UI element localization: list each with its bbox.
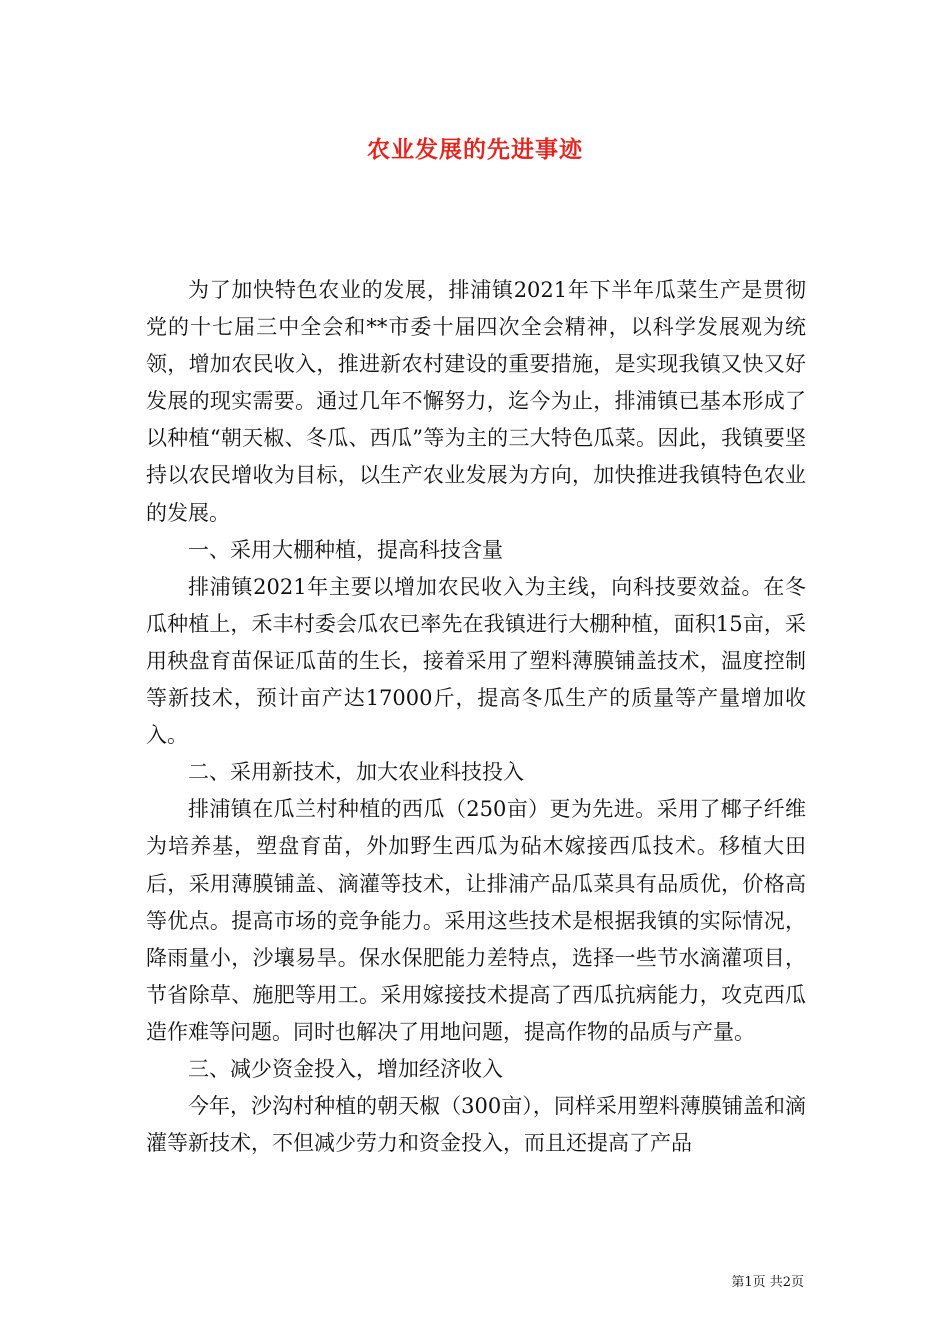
document-body (146, 272, 806, 1162)
section-heading-1: 一、采用大棚种植，提高科技含量 (188, 537, 503, 562)
section-heading-2: 二、采用新技术，加大农业科技投入 (188, 760, 524, 785)
paragraph-section-3: 今年，沙沟村种植的朝天椒（300亩），同样采用塑料薄膜铺盖和滴灌等新技术，不但减少劳力和资金投入，而且还提高了产品 (146, 1094, 806, 1156)
section-heading-3: 三、减少资金投入，增加经济收入 (188, 1056, 503, 1081)
paragraph-section-2: 排浦镇在瓜兰村种植的西瓜（250亩）更为先进。采用了椰子纤维为培养基，塑盘育苗，外加野生西瓜为砧木嫁接西瓜技术。移植大田后，采用薄膜铺盖、滴灌等技术，让排浦产品瓜菜具有品质优，价格高等优点。提高市场的竞争能力。采用这些技术是根据我镇的实际情况，降雨量小，沙壤易旱。保水保肥能力差特点，选择一些节水滴灌项目，节省除草、施肥等用工。采用嫁接技术提高了西瓜抗病能力，攻克西瓜造作难等问题。同时也解决了用地问题，提高作物的品质与产量。 (146, 797, 806, 1044)
paragraph-section-1: 排浦镇2021年主要以增加农民收入为主线，向科技要效益。在冬瓜种植上，禾丰村委会瓜农已率先在我镇进行大棚种植，面积15亩，采用秧盘育苗保证瓜苗的生长，接着采用了塑料薄膜铺盖技术，温度控制等新技术，预计亩产达17000斤，提高冬瓜生产的质量等产量增加收入。 (146, 574, 806, 748)
paragraph-intro: 为了加快特色农业的发展，排浦镇2021年下半年瓜菜生产是贯彻党的十七届三中全会和**市委十届四次全会精神，以科学发展观为统领，增加农民收入，推进新农村建设的重要措施，是实现我镇又快又好发展的现实需要。通过几年不懈努力，迄今为止，排浦镇已基本形成了以种植“朝天椒、冬瓜、西瓜”等为主的三大特色瓜菜。因此，我镇要坚持以农民增收为目标，以生产农业发展为方向，加快推进我镇特色农业的发展。 (146, 278, 806, 525)
page-title: 农业发展的先进事迹 (367, 137, 583, 163)
page-number: 第1页 共2页 (731, 1275, 804, 1290)
